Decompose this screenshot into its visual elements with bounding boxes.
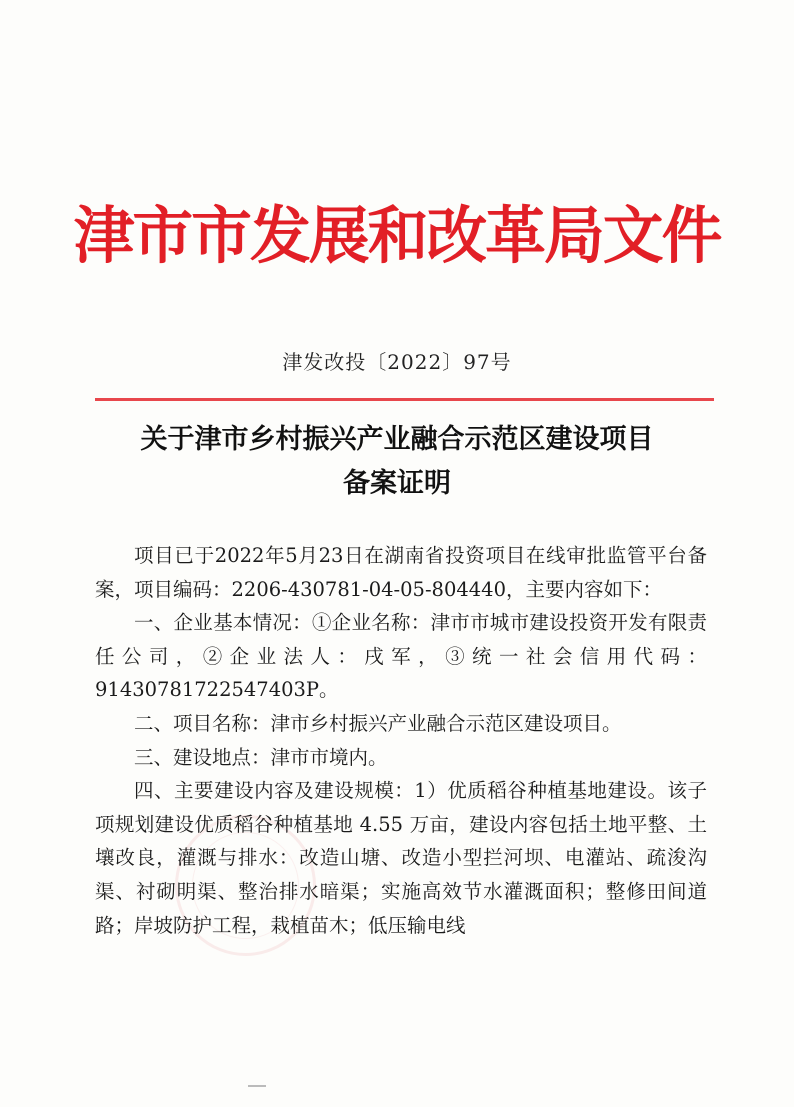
document-number: 津发改投〔2022〕97号	[282, 350, 512, 374]
document-title	[0, 418, 794, 506]
document-body	[95, 539, 707, 942]
page-bottom-mark	[248, 1085, 266, 1087]
body-paragraph-location: 三、建设地点：津市市境内。	[134, 745, 388, 769]
body-paragraph-enterprise-info: 一、企业基本情况：①企业名称：津市市城市建设投资开发有限责任公司，②企业法人：戌军，③统一社会信用代码：91430781722547403P。	[95, 611, 707, 702]
body-paragraph-project-name: 二、项目名称：津市乡村振兴产业融合示范区建设项目。	[134, 711, 622, 735]
red-divider-line	[95, 398, 714, 401]
body-paragraph-construction-content: 四、主要建设内容及建设规模：1）优质稻谷种植基地建设。该子项规划建设优质稻谷种植基地 4.55 万亩，建设内容包括土地平整、土壤改良，灌溉与排水：改造山塘、改造小型拦河坝、电灌站、疏浚沟渠、衬砌明渠、整治排水暗渠；实施高效节水灌溉面积；整修田间道路；岸坡防护工程，栽植苗木；低压输电线	[95, 779, 707, 937]
document-title-line-2: 备案证明	[343, 468, 451, 499]
document-title-line-1: 关于津市乡村振兴产业融合示范区建设项目	[140, 424, 654, 455]
issuer-header: 津市市发展和改革局文件	[73, 199, 721, 272]
body-paragraph-intro: 项目已于2022年5月23日在湖南省投资项目在线审批监管平台备案，项目编码：2206-430781-04-05-804440，主要内容如下：	[95, 544, 707, 601]
